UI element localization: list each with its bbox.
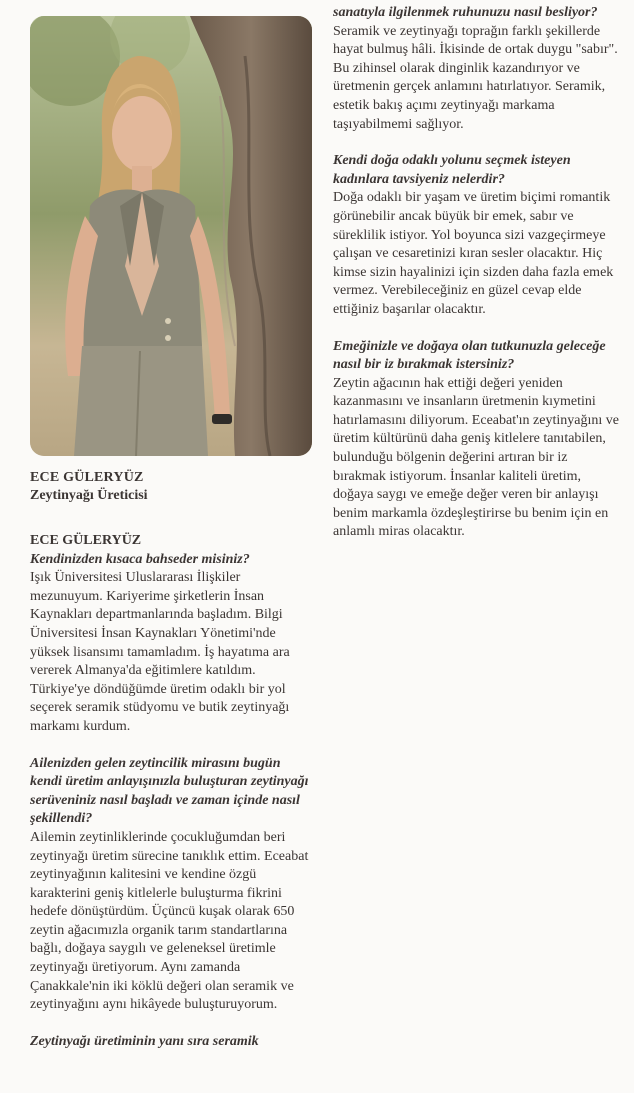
caption-role: Zeytinyağı Üreticisi (30, 488, 148, 503)
question-1: Kendinizden kısaca bahseder misiniz? (30, 551, 250, 567)
answer-1: Işık Üniversitesi Uluslararası İlişkiler mezunuyum. Kariyerime şirketlerin İnsan Kaynakları departmanlarında başladım. Bilgi Üniversitesi İnsan Kaynakları Yönetimi'nde yüksek lisansımı tamamladım. İş hayatıma ara vererek Almanya'da eğitimlere katıldım. Türkiye'ye döndüğümde üretim odaklı bir yol seçerek seramik stüdyomu ve butik zeytinyağı markamı kurdum. (30, 570, 290, 734)
question-3-start: Zeytinyağı üretiminin yanı sıra seramik (30, 1033, 259, 1049)
answer-3: Seramik ve zeytinyağı toprağın farklı şekillerde hayat bulmuş hâli. İkisinde de ortak duygu "sabır". Bu zihinsel olarak dinginlik kazandırıyor ve üretmenin gerçek anlamını hatırlatıyor. Seramik, estetik bakış açımı zeytinyağı markama taşıyabilmemi sağlıyor. (333, 23, 618, 132)
caption-name: ECE GÜLERYÜZ (30, 470, 144, 485)
answer-5: Zeytin ağacının hak ettiği değeri yeniden kazanmasını ve insanların üretmenin kıymetini hatırlamasını diliyorum. Eceabat'ın zeytinyağını ve üretim kültürünü daha geniş kitlelere tanıtabilen, bulunduğu bölgenin değerini artıran bir iz bırakmak istiyorum. İnsanlar kaliteli üretim, doğaya saygı ve emeğe değer veren bir anlayışı benim markamla özdeşleştirirse bu benim için en anlamlı miras olacaktır. (333, 375, 619, 540)
answer-2: Ailemin zeytinliklerinde çocukluğumdan beri zeytinyağı üretim sürecine tanıklık ettim. Eceabat zeytinyağının kalitesini ve kendine özgü karakterini geniş kitlelerle buluşturma fikrini hedefe dönüştürdüm. Üçüncü kuşak olarak 650 zeytin ağacımızla organik tarım standartlarına bağlı, doğaya saygılı ve geleneksel üretimle zeytinyağı üretiyorum. Aynı zamanda Çanakkale'nin iki köklü değeri olan seramik ve zeytinyağını aynı hikâyede buluşturuyorum. (30, 829, 309, 1013)
question-4: Kendi doğa odaklı yolunu seçmek isteyen kadınlara tavsiyeniz nelerdir? (333, 153, 571, 187)
portrait-photo (30, 16, 312, 456)
question-5: Emeğinizle ve doğaya olan tutkunuzla geleceğe nasıl bir iz bırakmak istersiniz? (333, 338, 606, 373)
interview-name: ECE GÜLERYÜZ (30, 533, 142, 548)
answer-4: Doğa odaklı bir yaşam ve üretim biçimi romantik görünebilir ancak büyük bir emek, sabır ve süreklilik istiyor. Yol boyunca sizi vazgeçirmeye çalışan ve cesaretinizi kıran sesler olacaktır. Hiç kimse sizin hayalinizi için sizden daha fazla emek vermez. Verebileceğiniz en güzel cevap elde ettiğiniz başarılar olacaktır. (333, 190, 614, 317)
portrait-illustration (30, 16, 312, 456)
left-column (30, 532, 312, 1051)
right-column (333, 4, 623, 560)
question-3-end: sanatıyla ilgilenmek ruhunuzu nasıl besliyor? (333, 5, 598, 20)
photo-caption (30, 470, 310, 504)
question-2: Ailenizden gelen zeytincilik mirasını bugün kendi üretim anlayışınızla buluşturan zeytinyağı serüveniniz nasıl başladı ve zaman içinde nasıl şekillendi? (30, 755, 309, 827)
